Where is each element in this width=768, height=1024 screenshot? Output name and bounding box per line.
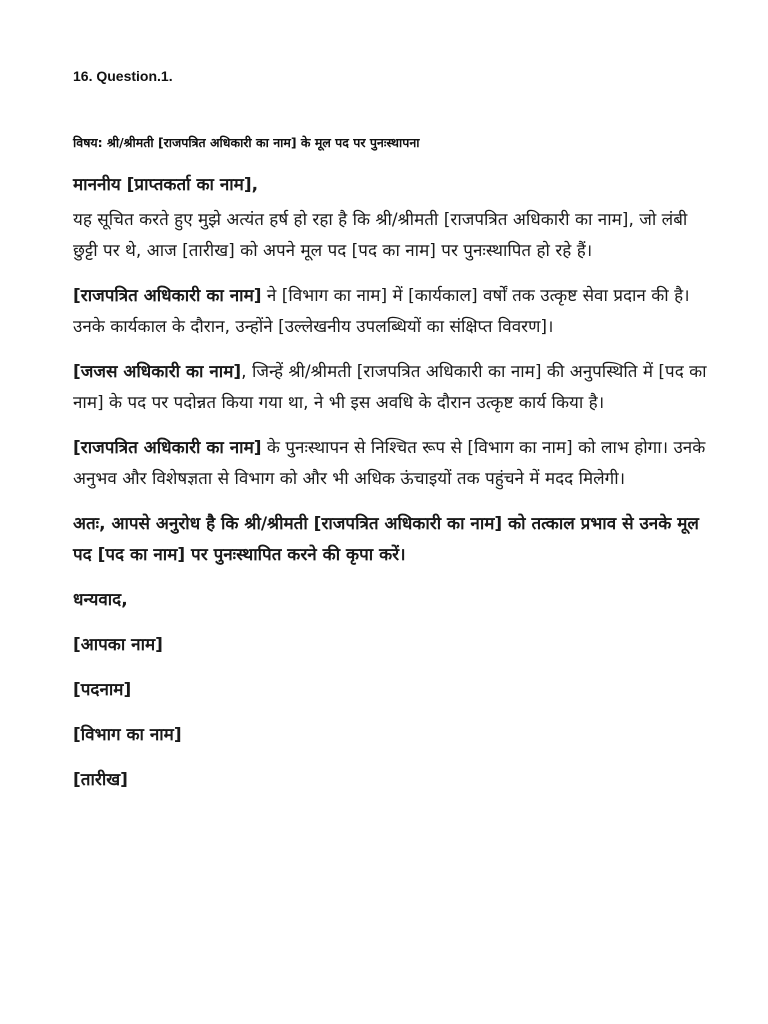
paragraph-2 xyxy=(73,281,708,343)
request-paragraph: अतः, आपसे अनुरोध है कि श्री/श्रीमती [राजपत्रित अधिकारी का नाम] को तत्काल प्रभाव से उनके मूल पद [पद का नाम] पर पुनःस्थापित करने की कृपा करें। xyxy=(73,514,699,565)
closing-text: धन्यवाद, xyxy=(73,590,128,610)
signoff-department: [विभाग का नाम] xyxy=(73,725,182,745)
question-label: 16. Question.1. xyxy=(73,68,173,84)
paragraph-2-text: ने [विभाग का नाम] में [कार्यकाल] वर्षों तक उत्कृष्ट सेवा प्रदान की है। उनके कार्यकाल के दौरान, उन्होंने [उल्लेखनीय उपलब्धियों का संक्षिप्त विवरण]। xyxy=(73,286,690,337)
subject-line: विषय: श्री/श्रीमती [राजपत्रित अधिकारी का नाम] के मूल पद पर पुनःस्थापना xyxy=(73,135,420,150)
paragraph-4 xyxy=(73,433,708,495)
closing-block xyxy=(73,585,708,795)
paragraph-3 xyxy=(73,357,708,419)
paragraph-3-text: , जिन्हें श्री/श्रीमती [राजपत्रित अधिकारी का नाम] की अनुपस्थिति में [पद का नाम] के पद पर पदोन्नत किया गया था, ने भी इस अवधि के दौरान उत्कृष्ट कार्य किया है। xyxy=(73,362,707,413)
paragraph-2-bold: [राजपत्रित अधिकारी का नाम] xyxy=(73,286,262,306)
signoff-date: [तारीख] xyxy=(73,770,128,790)
salutation: माननीय [प्राप्तकर्ता का नाम], xyxy=(73,175,259,195)
signoff-designation: [पदनाम] xyxy=(73,680,132,700)
paragraph-3-bold: [जजस अधिकारी का नाम] xyxy=(73,362,242,382)
signoff-name: [आपका नाम] xyxy=(73,635,163,655)
letter-body xyxy=(73,172,708,810)
paragraph-4-bold: [राजपत्रित अधिकारी का नाम] xyxy=(73,438,262,458)
paragraph-1: यह सूचित करते हुए मुझे अत्यंत हर्ष हो रहा है कि श्री/श्रीमती [राजपत्रित अधिकारी का नाम], जो लंबी छुट्टी पर थे, आज [तारीख] को अपने मूल पद [पद का नाम] पर पुनःस्थापित हो रहे हैं। xyxy=(73,210,688,261)
paragraph-4-text: के पुनःस्थापन से निश्चित रूप से [विभाग का नाम] को लाभ होगा। उनके अनुभव और विशेषज्ञता से विभाग को और भी अधिक ऊंचाइयों तक पहुंचने में मदद मिलेगी। xyxy=(73,438,706,489)
